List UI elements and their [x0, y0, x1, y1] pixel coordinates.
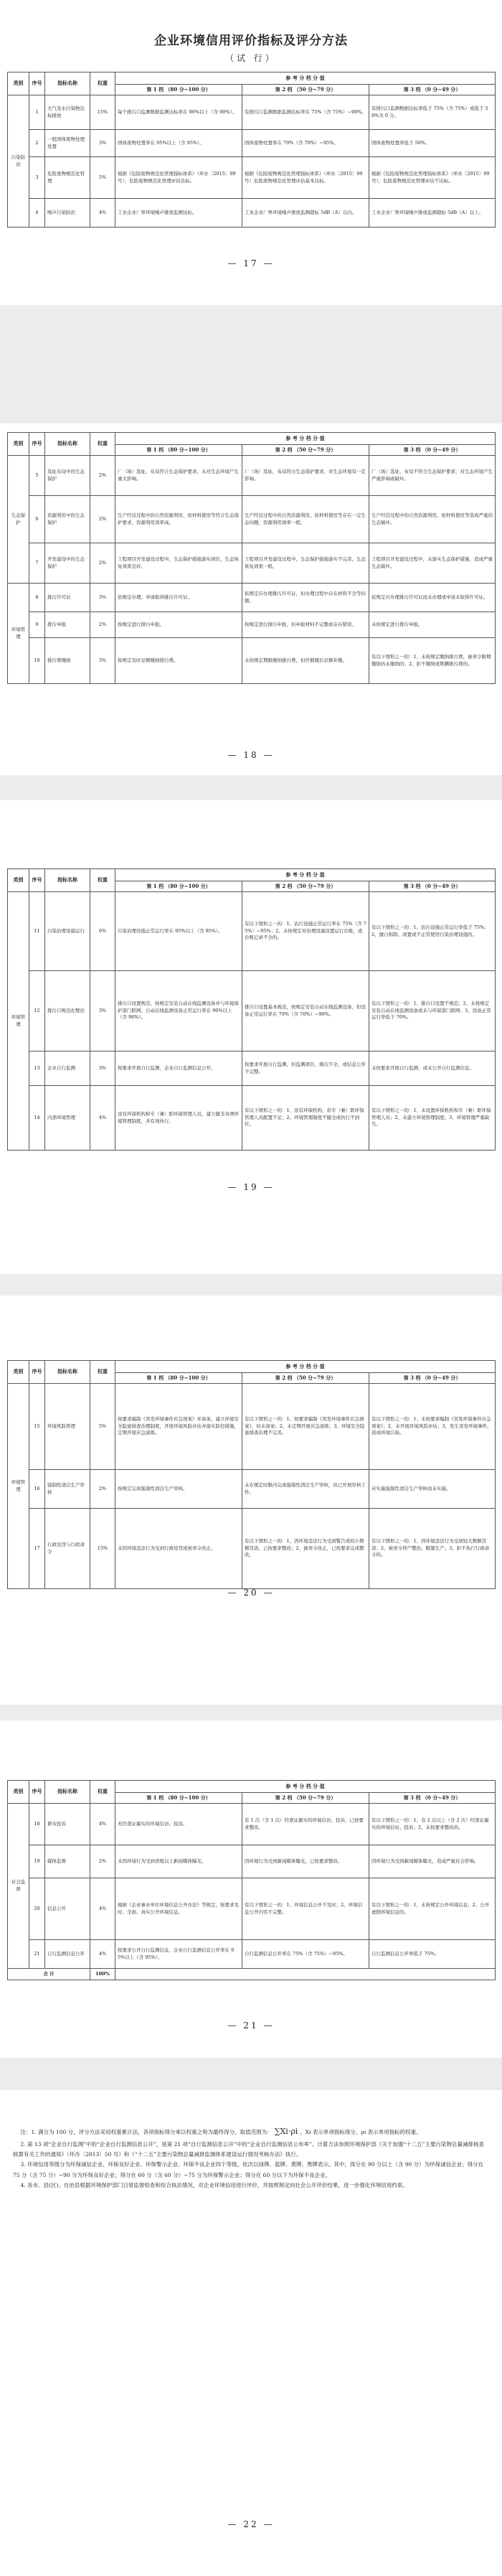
indicator-name: 内部环境管理 [45, 1086, 90, 1151]
category-cell: 环境管理 [8, 892, 29, 1151]
tier-3-cell: 厂（场）选址、布局不符合生态保护要求，对生态环境产生严重影响或破坏。 [369, 456, 496, 496]
weight-cell: 5% [90, 157, 115, 199]
tier-1-cell: 按要求公开自行监测信息，企业自行监测信息公开率在 95%以上（含 95%）。 [115, 1940, 242, 1969]
row-no: 2 [29, 130, 45, 157]
tier-2-cell: 按规定进行排污申报，但申报材料不完整或存在错误。 [242, 612, 369, 638]
table-row [8, 1878, 496, 1940]
notes-section [13, 2125, 489, 2191]
header-tier-2: 第 2 档 （50 分~79 分） [242, 85, 369, 95]
header-tier-3: 第 3 档 （0 分~49 分） [369, 1793, 496, 1804]
tier-3-cell: 依规定应办理排污许可证而未办理或申请未取得许可证。 [369, 584, 496, 612]
tier-1-cell: 生产经营过程中的自然资源利用、原材料使用等符合生态保护要求，资源利用效率高。 [115, 496, 242, 543]
tier-3-cell: 生产经营过程中的自然资源利用、原材料使用等造成严重的生态破坏。 [369, 496, 496, 543]
tier-3-cell: 固体废物处置率低于 50%。 [369, 130, 496, 157]
header-weight: 权重 [90, 869, 115, 892]
page-number: — 18 — [227, 750, 275, 760]
row-no: 14 [29, 1086, 45, 1151]
tier-1-cell: 排污口设置规范，按规定安装自动在线监测设备并与环境保护部门联网；自动在线监测设备正常运行率在 90%以上（含 90%）。 [115, 971, 242, 1052]
table-row [8, 456, 496, 496]
page-number: — 21 — [227, 2020, 275, 2031]
tier-1-cell: 固体废物处置率在 95%以上（含 95%）。 [115, 130, 242, 157]
tier-2-cell: 有 1 次（含 1 次）经查证属实的环境信访、投诉，已按要求整改。 [242, 1804, 369, 1845]
header-tier-2: 第 2 档 （50 分~79 分） [242, 445, 369, 456]
tier-3-cell: 未按规定进行排污申报。 [369, 612, 496, 638]
document-subtitle: （试 行） [225, 53, 277, 63]
header-reference-tiers: 参 考 分 档 分 值 [115, 72, 496, 85]
header-indicator: 指标名称 [45, 1781, 90, 1804]
table-row [8, 1509, 496, 1589]
tier-1-cell: 按要求编制《突发环境事件应急预案》并备案，建立环境安全隐患排查治理制度，开展环境风险评估并落实防控措施，定期开展应急演练。 [115, 1384, 242, 1470]
indicator-name: 行政处罚与行政命令 [45, 1509, 90, 1589]
tier-3-cell: 有以下情形之一的：1、因环境违法行为受到较大数额罚款；2、被责令停产整治、限制生产；3、拒不执行行政命令的。 [369, 1509, 496, 1589]
note-4: 4. 各市、县(区)、自治县根据环境保护部门日常监督检查和综合执法情况，对企业环境信用进行评价，并按照规定向社会公开评价结果，进一步强化环境信用约束。 [20, 2181, 408, 2188]
header-tier-1: 第 1 档 （80 分~100 分） [115, 1373, 242, 1384]
indicator-name: 排污费缴纳 [45, 638, 90, 684]
category-cell: 环境管理 [8, 584, 29, 684]
category-cell: 污染防治 [8, 95, 29, 228]
weight-cell: 15% [90, 1509, 115, 1589]
header-tier-3: 第 3 档 （0 分~49 分） [369, 1373, 496, 1384]
weight-cell: 2% [90, 456, 115, 496]
tier-1-cell: 根据《危险废物规范化管理指标体系》（环办〔2015〕99 号），危险废物规范化管理评估达标。 [115, 157, 242, 199]
category-cell: 生态保护 [8, 456, 29, 584]
header-tier-2: 第 2 档 （50 分~79 分） [242, 1793, 369, 1804]
criteria-table-page-17 [7, 72, 496, 228]
page-number: — 20 — [227, 1588, 275, 1598]
header-weight: 权重 [90, 1781, 115, 1804]
weight-cell: 5% [90, 1384, 115, 1470]
row-no: 18 [29, 1804, 45, 1845]
row-no: 13 [29, 1052, 45, 1086]
header-indicator: 指标名称 [45, 1361, 90, 1384]
total-empty-cell [115, 1969, 496, 1980]
header-category: 类别 [8, 1781, 29, 1804]
table-row [8, 1470, 496, 1509]
total-label: 合 计 [8, 1969, 90, 1980]
weight-cell: 15% [90, 95, 115, 130]
row-no: 16 [29, 1470, 45, 1509]
tier-2-cell: 因环境行为受到新闻媒体曝光，已按要求整改。 [242, 1845, 369, 1878]
weight-cell: 2% [90, 1470, 115, 1509]
header-category: 类别 [8, 869, 29, 892]
indicator-name: 排污许可证 [45, 584, 90, 612]
header-tier-2: 第 2 档 （50 分~79 分） [242, 1373, 369, 1384]
weight-cell: 2% [90, 1845, 115, 1878]
indicator-name: 危险废物规范化管理 [45, 157, 90, 199]
row-no: 4 [29, 199, 45, 228]
document-page-18 [0, 423, 502, 775]
header-tier-1: 第 1 档 （80 分~100 分） [115, 881, 242, 892]
page-gap [0, 1705, 502, 1720]
document-title: 企业环境信用评价指标及评分方法 [154, 34, 348, 48]
tier-3-cell: 有以下情形之一的：1、有 2 次以上（含 2 次）经查证属实的环境信访、投诉；2、未按要求整改的。 [369, 1804, 496, 1845]
total-weight: 100% [90, 1969, 115, 1980]
indicator-name: 群众投诉 [45, 1804, 90, 1845]
tier-2-cell: 有以下情形之一的：1、按要求编制《突发环境事件应急预案》，但未备案；2、未定期开展应急演练；3、环境安全隐患排查治理不完善。 [242, 1384, 369, 1470]
weight-cell: 3% [90, 971, 115, 1052]
document-page-21 [0, 1720, 502, 2058]
tier-1-cell: 依规定办理、申请取得排污许可证。 [115, 584, 242, 612]
tier-2-cell: 按要求开展自行监测，但监测项目、频次不全，或信息公开不完整。 [242, 1052, 369, 1086]
table-row [8, 584, 496, 612]
table-row [8, 612, 496, 638]
tier-2-cell: 有以下情形之一的：1、设有环保机构，但专（兼）职环保管理人员配置不足；2、环境管理制度不健全或执行不到位。 [242, 1086, 369, 1151]
header-category: 类别 [8, 1361, 29, 1384]
tier-3-cell: 有排污口监测数据达标率低于 75%（含 75%）或低于 50%为 0 分。 [369, 95, 496, 130]
weight-cell: 3% [90, 638, 115, 684]
page-number: — 17 — [227, 258, 275, 268]
weight-cell: 3% [90, 130, 115, 157]
tier-2-cell: 有排污口监测数据监测达标率在 75%（含 75%）~90%。 [242, 95, 369, 130]
page-number: — 22 — [227, 2519, 275, 2529]
indicator-name: 环境风险管理 [45, 1384, 90, 1470]
header-tier-1: 第 1 档 （80 分~100 分） [115, 445, 242, 456]
page-gap [0, 2058, 502, 2090]
note-1: 注：1. 满分为 100 分，评分方法采用权重累计法，各项指标得分乘以权重之和为最终得分，取值范围为： ∑Xi·ρi ，Xi 表示单项指标得分，ρi 表示单项指标的权重。 [20, 2127, 422, 2136]
indicator-name: 媒体监督 [45, 1845, 90, 1878]
header-reference-tiers: 参 考 分 档 分 值 [115, 1361, 496, 1373]
weight-cell: 4% [90, 199, 115, 228]
tier-2-cell: 有以下情形之一的：1、环境信息公开不及时；2、环境信息公开内容不完整。 [242, 1878, 369, 1940]
indicator-name: 排污口规范化整治 [45, 971, 90, 1052]
header-category: 类别 [8, 433, 29, 456]
tier-3-cell: 根据《危险废物规范化管理指标体系》（环办〔2015〕99 号），危险废物规范化管理评估不达标。 [369, 157, 496, 199]
header-weight: 权重 [90, 1361, 115, 1384]
header-reference-tiers: 参 考 分 档 分 值 [115, 433, 496, 445]
document-page-17 [0, 0, 502, 305]
indicator-name: 选址布局中的生态保护 [45, 456, 90, 496]
table-row [8, 130, 496, 157]
tier-1-cell: 根据《企业事业单位环境信息公开办法》等规定，按要求及时、全面、真实公开环境信息。 [115, 1878, 242, 1940]
row-no: 15 [29, 1384, 45, 1470]
header-weight: 权重 [90, 433, 115, 456]
tier-1-cell: 无经查证属实的环境信访、投诉。 [115, 1804, 242, 1845]
indicator-name: 资源利用中的生态保护 [45, 496, 90, 543]
weight-cell: 4% [90, 1940, 115, 1969]
tier-2-cell: 依规定应办理排污许可证，但办理过程中存在材料不全等问题。 [242, 584, 369, 612]
page-gap [0, 775, 502, 800]
row-no: 5 [29, 456, 45, 496]
table-row [8, 1940, 496, 1969]
indicator-name: 污染治理设施运行 [45, 892, 90, 971]
criteria-table-page-18 [7, 432, 496, 684]
tier-3-cell: 应实施强制性清洁生产审核而未实施。 [369, 1470, 496, 1509]
tier-3-cell: 有以下情形之一的：1、未按规定缴纳排污费，被责令限期缴纳仍未缴纳的；2、拒不缴纳或欺瞒排污费的。 [369, 638, 496, 684]
weight-cell: 2% [90, 496, 115, 543]
category-cell: 社会监督 [8, 1804, 29, 1969]
header-no: 序号 [29, 1781, 45, 1804]
row-no: 7 [29, 543, 45, 584]
tier-2-cell: 工业企业厂界环境噪声排放监测超标 5dB（A）以内。 [242, 199, 369, 228]
indicator-name: 大气及水污染物达标排放 [45, 95, 90, 130]
weight-cell: 4% [90, 1878, 115, 1940]
weight-cell: 2% [90, 612, 115, 638]
weight-cell: 4% [90, 1086, 115, 1151]
page-gap [0, 1274, 502, 1296]
score-formula: ∑Xi·ρi [274, 2127, 298, 2136]
tier-2-cell: 生产经营过程中的自然资源利用、原材料使用等存在一定生态问题，资源利用效率一般。 [242, 496, 369, 543]
note-2: 2. 第 13 项“企业自行监测”中的“企业自行监测信息公开”，是第 21 项“自行监测信息公开”中的“企业自行监测信息公布率”。计算方法参照环境保护部《关于加强“十二五”主要污染物总量减排核查核算有关工作的通知》（环办〔2013〕50 号）和《“十二五”主要污染物总量减排监测体系建设运行情况考核办法》执行。 [13, 2140, 485, 2158]
tier-1-cell: 工程项目开发建设过程中，生态保护措施落实到位，生态恢复效果良好。 [115, 543, 242, 584]
table-row [8, 95, 496, 130]
tier-1-cell: 未因环境行为受到省级以上新闻媒体曝光。 [115, 1845, 242, 1878]
header-no: 序号 [29, 72, 45, 95]
row-no: 9 [29, 612, 45, 638]
tier-3-cell: 有以下情形之一的：1、排污口设置不规范；2、未按规定安装自动在线监测设备或未与环保部门联网；3、设备正常运行率低于 70%。 [369, 971, 496, 1052]
table-row [8, 1384, 496, 1470]
row-no: 3 [29, 157, 45, 199]
row-no: 17 [29, 1509, 45, 1589]
table-row [8, 1086, 496, 1151]
note-3: 3. 环境信用等级分为环保诚信企业、环保良好企业、环保警示企业、环保不良企业四个等级。依次以绿牌、蓝牌、黄牌、黑牌表示。其中，得分在 90 分以上（含 90 分）为环保诚信企业；得分在 75 分（含 75 分）~90 分为环保良好企业；得分在 60 分（含 60 分）~75 分为环保警示企业；得分在 60 分以下为环保不良企业。 [13, 2161, 484, 2178]
header-no: 序号 [29, 433, 45, 456]
indicator-name: 开发建设中的生态保护 [45, 543, 90, 584]
tier-2-cell: 工程项目开发建设过程中，生态保护措施落实不完善，生态恢复效果一般。 [242, 543, 369, 584]
header-no: 序号 [29, 1361, 45, 1384]
tier-1-cell: 每个排污口监测数据监测达标率在 90%以上（含 90%）。 [115, 95, 242, 130]
indicator-name: 排污申报 [45, 612, 90, 638]
header-tier-1: 第 1 档 （80 分~100 分） [115, 85, 242, 95]
row-no: 11 [29, 892, 45, 971]
indicator-name: 噪声污染防治 [45, 199, 90, 228]
page-gap [0, 305, 502, 423]
tier-3-cell: 自行监测信息公开率低于 75%。 [369, 1940, 496, 1969]
header-indicator: 指标名称 [45, 72, 90, 95]
row-no: 10 [29, 638, 45, 684]
table-row [8, 971, 496, 1052]
weight-cell: 3% [90, 1052, 115, 1086]
tier-3-cell: 工程项目开发建设过程中，未落实生态保护措施，造成严重生态破坏。 [369, 543, 496, 584]
tier-1-cell: 设有环保机构和专（兼）职环保管理人员，建立健全各项环境管理制度，并有效执行。 [115, 1086, 242, 1151]
tier-1-cell: 污染治理设施正常运行率在 95%以上（含 95%）。 [115, 892, 242, 971]
tier-1-cell: 按规定完成强制性清洁生产审核。 [115, 1470, 242, 1509]
tier-3-cell: 有以下情形之一的：1、未设置环保机构和专（兼）职环保管理人员；2、未建立环境管理制度；3、环境管理严重缺失。 [369, 1086, 496, 1151]
header-indicator: 指标名称 [45, 433, 90, 456]
weight-cell: 2% [90, 543, 115, 584]
weight-cell: 3% [90, 584, 115, 612]
total-row [8, 1969, 496, 1980]
row-no: 21 [29, 1940, 45, 1969]
header-tier-1: 第 1 档 （80 分~100 分） [115, 1793, 242, 1804]
tier-1-cell: 工业企业厂界环境噪声排放监测达标。 [115, 199, 242, 228]
indicator-name: 强制性清洁生产审核 [45, 1470, 90, 1509]
tier-1-cell: 未因环境违法行为受到行政处罚或被责令改正。 [115, 1509, 242, 1589]
weight-cell: 4% [90, 1804, 115, 1845]
table-row [8, 1052, 496, 1086]
header-tier-3: 第 3 档 （0 分~49 分） [369, 85, 496, 95]
tier-2-cell: 排污口设置基本规范，按规定安装自动在线监测设备，但设备正常运行率在 70%（含 70%）~90%。 [242, 971, 369, 1052]
row-no: 20 [29, 1878, 45, 1940]
indicator-name: 自行监测信息公开 [45, 1940, 90, 1969]
row-no: 8 [29, 584, 45, 612]
indicator-name: 一般固体废物处理处置 [45, 130, 90, 157]
tier-2-cell: 未在规定时限内完成强制性清洁生产审核，但已开展审核工作。 [242, 1470, 369, 1509]
document-page-20 [0, 1296, 502, 1705]
criteria-table-page-19 [7, 868, 496, 1151]
category-cell: 环境管理 [8, 1384, 29, 1589]
header-category: 类别 [8, 72, 29, 95]
tier-1-cell: 按要求开展自行监测，企业自行监测信息公开。 [115, 1052, 242, 1086]
tier-2-cell: 固体废物处置率在 70%（含 70%）~95%。 [242, 130, 369, 157]
header-tier-2: 第 2 档 （50 分~79 分） [242, 881, 369, 892]
tier-3-cell: 有以下情形之一的：1、治污设施正常运行率低于 75%；2、擅自拆除、闲置或不正常使用污染治理设施的。 [369, 892, 496, 971]
tier-3-cell: 因环境行为受到新闻媒体曝光，造成严重社会影响。 [369, 1845, 496, 1878]
table-row [8, 496, 496, 543]
header-indicator: 指标名称 [45, 869, 90, 892]
header-reference-tiers: 参 考 分 档 分 值 [115, 869, 496, 881]
indicator-name: 信息公开 [45, 1878, 90, 1940]
weight-cell: 6% [90, 892, 115, 971]
header-tier-3: 第 3 档 （0 分~49 分） [369, 445, 496, 456]
table-row [8, 199, 496, 228]
document-page-22 [0, 2090, 502, 2576]
tier-3-cell: 工业企业厂界环境噪声排放监测超标 5dB（A）以上。 [369, 199, 496, 228]
table-row [8, 1845, 496, 1878]
document-page-19 [0, 800, 502, 1274]
tier-2-cell: 厂（场）选址、布局符合生态保护要求，对生态环境有一定影响。 [242, 456, 369, 496]
header-tier-3: 第 3 档 （0 分~49 分） [369, 881, 496, 892]
row-no: 19 [29, 1845, 45, 1878]
tier-3-cell: 有以下情形之一的：1、未按要求编制《突发环境事件应急预案》；2、未开展环境风险评估；3、发生突发环境事件，造成环境污染。 [369, 1384, 496, 1470]
page-number: — 19 — [227, 1182, 275, 1192]
tier-2-cell: 有以下情形之一的：1、因环境违法行为受到警告或较小数额罚款，已按要求整改；2、被责令改正，已按要求完成整改。 [242, 1509, 369, 1589]
indicator-name: 企业自行监测 [45, 1052, 90, 1086]
table-row [8, 1804, 496, 1845]
criteria-table-page-21 [7, 1780, 496, 1980]
tier-1-cell: 按规定进行排污申报。 [115, 612, 242, 638]
row-no: 1 [29, 95, 45, 130]
row-no: 12 [29, 971, 45, 1052]
header-weight: 权重 [90, 72, 115, 95]
tier-2-cell: 有以下情形之一的：1、治污设施正常运行率在 75%（含 75%）~95%；2、未按规定对治理设施设置运行台账，或台账记录不全的。 [242, 892, 369, 971]
table-row [8, 543, 496, 584]
table-row [8, 892, 496, 971]
tier-1-cell: 厂（场）选址、布局符合生态保护要求，未对生态环境产生重大影响。 [115, 456, 242, 496]
tier-2-cell: 未按规定期限缴纳排污费，但经催缴后足额补缴。 [242, 638, 369, 684]
tier-1-cell: 按规定及时足额缴纳排污费。 [115, 638, 242, 684]
tier-2-cell: 根据《危险废物规范化管理指标体系》（环办〔2015〕99 号）危险废物规范化管理评估基本达标。 [242, 157, 369, 199]
tier-3-cell: 有以下情形之一的：1、未按规定公开环境信息；2、公开虚假环境信息的。 [369, 1878, 496, 1940]
tier-2-cell: 自行监测信息公开率在 75%（含 75%）~95%。 [242, 1940, 369, 1969]
row-no: 6 [29, 496, 45, 543]
criteria-table-page-20 [7, 1360, 496, 1589]
table-row [8, 157, 496, 199]
tier-3-cell: 未按要求开展自行监测，或未公开自行监测信息。 [369, 1052, 496, 1086]
header-reference-tiers: 参 考 分 档 分 值 [115, 1781, 496, 1793]
header-no: 序号 [29, 869, 45, 892]
table-row [8, 638, 496, 684]
